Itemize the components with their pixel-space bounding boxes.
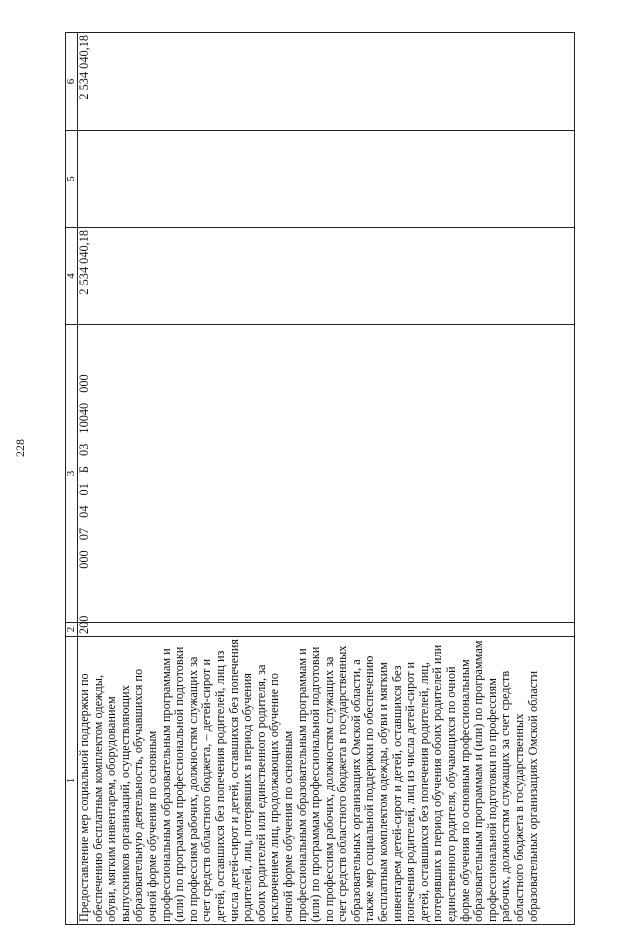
row-description: Предоставление мер социальной поддержки по обеспечению бесплатным комплектом одежды, обуви, мягким инвентарем, оборудованием выпускников организаций, осуществляющих образовательную деятельность, обучавшихся по очной форме обучения по основным профессиональным образовательным программам и (или) по программам профессиональной подготовки по профессиям рабочих, должностям служащих за счет средств областного бюджета, – детей-сирот и детей, оставшихся без попечения родителей, лиц из числа детей-сирот и детей, оставшихся без попечения родителей, лиц, потерявших в период обучения обоих родителей или единственного родителя, за исключением лиц, продолжающих обучение по очной форме обучения по основным профессиональным образовательным программам и (или) по программам профессиональной подготовки по профессиям рабочих, должностям служащих за счет средств областного бюджета в государственных образовательных организациях Омской области, а также мер социальной поддержки по обеспечению бесплатным комплектом одежды, обуви и мягким инвентарем детей-сирот и детей, оставшихся без попечения родителей, лиц из числа детей-сирот и детей, оставшихся без попечения родителей, лиц, потерявших в период обучения обоих родителей или единственного родителя, обучающихся по очной форме обучения по основным профессиональным образовательным программам и (или) по программам профессиональной подготовки по профессиям рабочих, должностям служащих за счет средств областного бюджета в государственных образовательных организациях Омской области xyxy=(78,637,575,925)
row-amount-col4: 2 534 040,18 xyxy=(78,228,575,325)
row-code-200: 200 xyxy=(78,623,575,637)
row-budget-code xyxy=(78,325,575,623)
code-segment: 03 xyxy=(77,443,91,456)
header-col-5: 5 xyxy=(66,131,78,228)
budget-table xyxy=(65,33,575,925)
code-segment: 04 xyxy=(77,505,91,518)
code-segment: Б xyxy=(77,466,91,474)
table-header-row xyxy=(66,33,78,925)
row-amount-col5 xyxy=(78,131,575,228)
code-segment: 07 xyxy=(77,527,91,541)
header-col-6: 6 xyxy=(66,33,78,131)
code-segment: 10040 xyxy=(77,402,91,434)
table-row xyxy=(78,33,575,925)
page-number: 228 xyxy=(13,439,27,457)
code-segment: 000 xyxy=(77,550,91,569)
header-col-2: 2 xyxy=(66,623,78,637)
header-col-1: 1 xyxy=(66,637,78,925)
header-col-4: 4 xyxy=(66,228,78,325)
code-segment: 000 xyxy=(77,374,91,393)
row-amount-col6: 2 534 040,18 xyxy=(78,33,575,131)
code-segment: 01 xyxy=(77,483,91,496)
header-col-3: 3 xyxy=(66,325,78,623)
